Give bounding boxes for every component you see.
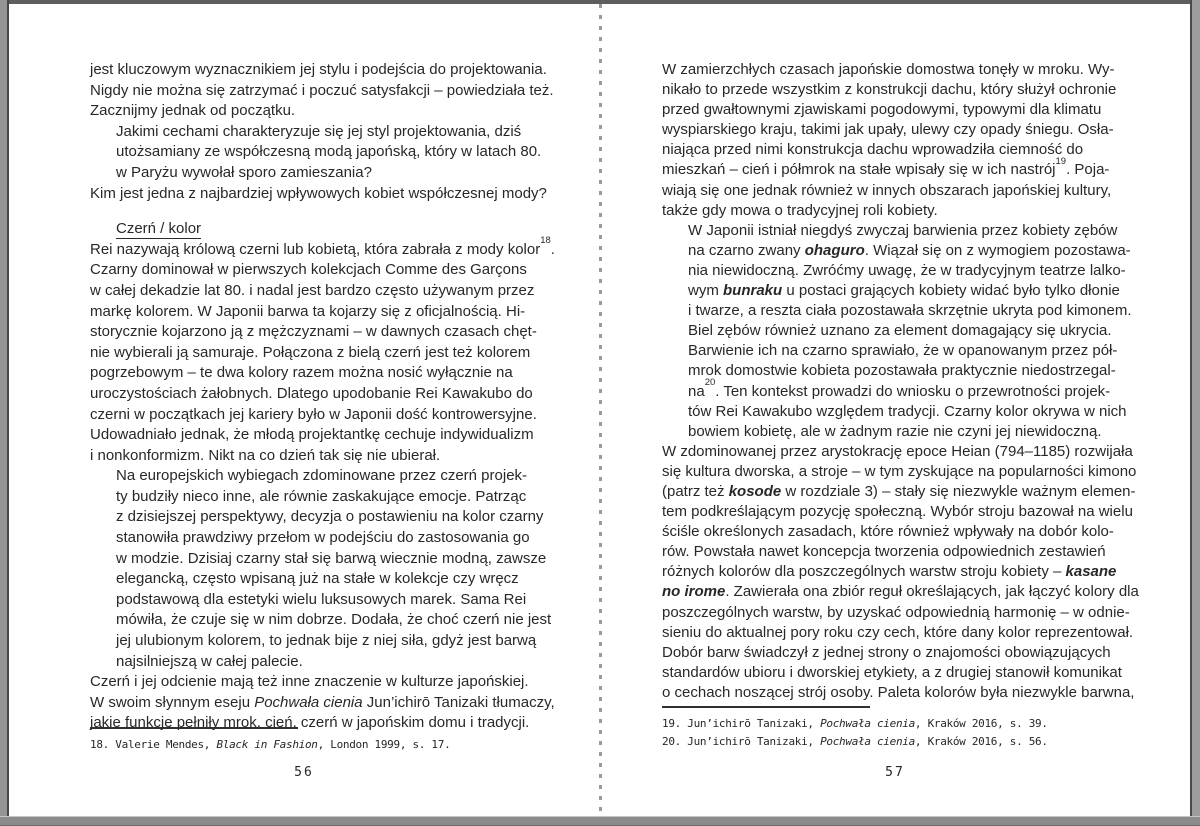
text-line: tem podkreślającym pozycję społeczną. Wybór stroju bazował na wielu	[662, 503, 1133, 521]
text-line: jej ulubionym kolorem, to jednak bije z niej siła, gdyż jest barwą	[116, 632, 537, 650]
text-line: i twarze, a reszta ciała pozostawała skrzętnie ukryta pod kimonem.	[688, 302, 1132, 320]
footnote-rule	[90, 727, 298, 729]
text-line: podstawową dla estetyki wielu luksusowych marek. Sama Rei	[116, 590, 527, 608]
text-line: na czarno zwany ohaguro. Wiązał się on z wymogiem pozostawa-	[688, 241, 1131, 259]
text-line: mówiła, że czuje się w nim dobrze. Dodała, że choć czerń nie jest	[116, 611, 552, 629]
text-line: i nonkonformizm. Nikt na co dzień tak się nie ubierał.	[90, 446, 441, 464]
text-line: storycznie kojarzono ją z mężczyznami – w dawnych czasach chęt-	[90, 323, 537, 341]
text-line: w modzie. Dzisiaj czarny stał się barwą wiecznie modną, zawsze	[116, 549, 547, 567]
text-line: o cechach noszącej strój osoby. Paleta kolorów była niezwykle barwna,	[662, 683, 1135, 701]
page-divider-dashed-line	[599, 4, 602, 816]
text-line: standardów ubioru i dworskiej etykiety, a z drugiej stanowił komunikat	[662, 663, 1122, 681]
text-line: ściśle określonych zasadach, które również wpływały na dobór kolo-	[662, 523, 1114, 541]
footnote-rule	[662, 706, 870, 708]
text-line: wyspiarskiego kraju, takimi jak upały, ulewy czy opady śniegu. Osła-	[662, 121, 1114, 139]
page-left-footnotes	[90, 727, 582, 754]
text-line: tów Rei Kawakubo względem tradycji. Czarny kolor okrywa w nich	[688, 402, 1127, 420]
text-line: Dobór barw świadczył z jednej strony o znajomości obowiązujących	[662, 643, 1111, 661]
text-line: różnych kolorów dla poszczególnych warstw stroju kobiety – kasane	[662, 563, 1117, 581]
footnote-line: 20. Jun’ichirō Tanizaki, Pochwała cienia, Kraków 2016, s. 56.	[662, 734, 1048, 748]
text-line: W Japonii istniał niegdyś zwyczaj barwienia przez kobiety zębów	[688, 221, 1118, 239]
text-line: sieniu do aktualnej pory roku czy cech, które dany kolor reprezentował.	[662, 623, 1134, 641]
text-line: wym bunraku u postaci grających kobiety widać było tylko dłonie	[688, 282, 1120, 300]
text-line	[90, 219, 582, 240]
text-line: uroczystościach żałobnych. Dlatego upodobanie Rei Kawakubo do	[90, 384, 533, 402]
text-line: no irome. Zawierała ona zbiór reguł określających, jak łączyć kolory dla	[662, 583, 1139, 601]
text-line: stanowiła prawdziwy przełom w podejściu do zastosowania go	[116, 529, 530, 547]
text-line: markę kolorem. W Japonii barwa ta kojarzy się z oficjalnością. Hi-	[90, 302, 526, 320]
text-line: mieszkań – cień i półmrok na stałe wpisały się w ich nastrój$^{19}$. Poja-	[662, 155, 1110, 179]
page-number-left: 56	[294, 765, 314, 780]
text-line: Rei nazywają królową czerni lub kobietą, która zabrała z mody kolor$^{18}$.	[90, 235, 555, 258]
page-left-body-text	[90, 60, 582, 734]
text-line: Czarny dominował w pierwszych kolekcjach Comme des Garçons	[90, 261, 527, 279]
text-line: jakie funkcje pełniły mrok, cień, czerń w japońskim domu i tradycji.	[90, 714, 530, 732]
text-line: Jakimi cechami charakteryzuje się jej styl projektowania, dziś	[116, 122, 522, 140]
scan-edge-bottom	[0, 816, 1200, 826]
text-line: najsilniejszą w całej palecie.	[116, 652, 303, 670]
text-line: ty budziły nieco inne, ale równie zaskakujące emocje. Patrząc	[116, 487, 527, 505]
scan-edge-left	[0, 0, 9, 826]
text-line: się kultura dworska, a stroje – w tym zyskujące na popularności kimono	[662, 462, 1137, 480]
text-line: jest kluczowym wyznacznikiem jej stylu i podejścia do projektowania.	[90, 61, 547, 78]
text-line: Na europejskich wybiegach zdominowane przez czerń projek-	[116, 467, 528, 485]
page-right-footnotes	[662, 706, 1178, 750]
text-line: $na^{20}$. Ten kontekst prowadzi do wniosku o przewrotności projek-	[688, 377, 1111, 400]
text-line: (patrz też kosode w rozdziale 3) – stały się niezwykle ważnym elemen-	[662, 482, 1136, 500]
text-line: elegancką, często wpisaną już na stałe w kolekcje czy wręcz	[116, 570, 519, 588]
footnote-line: 19. Jun’ichirō Tanizaki, Pochwała cienia, Kraków 2016, s. 39.	[662, 717, 1048, 730]
text-line: wiają się one jednak również w innych obszarach japońskiej kultury,	[662, 181, 1112, 199]
scan-edge-right	[1190, 0, 1200, 826]
text-line: poszczególnych warstw, by uzyskać odpowiednią harmonię – w odnie-	[662, 603, 1130, 621]
text-line: pogrzebowym – te dwa kolory razem można nosić wyłącznie na	[90, 364, 513, 382]
footnote-line: 18. Valerie Mendes, Black in Fashion, London 1999, s. 17.	[90, 738, 451, 751]
text-line: Kim jest jedna z najbardziej wpływowych kobiet współczesnej mody?	[90, 184, 547, 202]
text-line: Czerń i jej odcienie mają też inne znaczenie w kulturze japońskiej.	[90, 673, 529, 691]
text-line: niająca przed nimi konstrukcja dachu wprowadziła ciemność do	[662, 141, 1084, 159]
text-line: W zdominowanej przez arystokrację epoce Heian (794–1185) rozwijała	[662, 442, 1133, 460]
page-right-body-text	[662, 60, 1178, 703]
page-number-right: 57	[885, 765, 905, 780]
text-line: W swoim słynnym eseju Pochwała cienia Jun’ichirō Tanizaki tłumaczy,	[90, 693, 555, 711]
text-line: nie wybierali ją samuraje. Połączona z bielą czerń jest też kolorem	[90, 343, 531, 361]
text-line: W zamierzchłych czasach japońskie domostwa tonęły w mroku. Wy-	[662, 61, 1115, 78]
text-line: Udowadniało jednak, że młodą projektantkę cechuje indywidualizm	[90, 426, 534, 444]
text-line: Nigdy nie można się zatrzymać i poczuć satysfakcji – powiedziała też.	[90, 81, 554, 99]
text-line: Zacznijmy jednak od początku.	[90, 102, 296, 120]
text-line: mrok domostwie kobieta pozostawała praktycznie niedostrzegal-	[688, 362, 1116, 380]
text-line: rów. Powstała nawet koncepcja tworzenia odpowiednich zestawień	[662, 543, 1106, 561]
text-line: także gdy mowa o tradycyjnej roli kobiety.	[662, 201, 938, 219]
text-line: czerni w początkach jej kariery było w Japonii dość kontrowersyjne.	[90, 405, 537, 423]
text-line: nia niewidoczną. Zwróćmy uwagę, że w tradycyjnym teatrze lalko-	[688, 261, 1126, 279]
text-line: z dzisiejszej perspektywy, decyzja o postawieniu na kolor czarny	[116, 508, 544, 526]
text-line: utożsamiany ze współczesną modą japońską, który w latach 80.	[116, 143, 542, 161]
text-line: Biel zębów również uznano za element domagający się ukrycia.	[688, 322, 1112, 340]
text-line: nikało to przede wszystkim z konstrukcji dachu, który służył ochronie	[662, 81, 1117, 99]
text-line: przed gwałtownymi zjawiskami pogodowymi, typowymi dla klimatu	[662, 101, 1102, 119]
text-line: w całej dekadzie lat 80. i nadal jest bardzo często używanym przez	[90, 281, 535, 299]
section-heading: Czerń / kolor	[116, 220, 202, 238]
text-line: bowiem kobietę, ale w żadnym razie nie czyni jej niewidoczną.	[688, 422, 1102, 440]
text-line: Barwienie ich na czarno sprawiało, że w opanowanym przez pół-	[688, 342, 1118, 360]
text-line: w Paryżu wywołał sporo zamieszania?	[116, 163, 372, 181]
